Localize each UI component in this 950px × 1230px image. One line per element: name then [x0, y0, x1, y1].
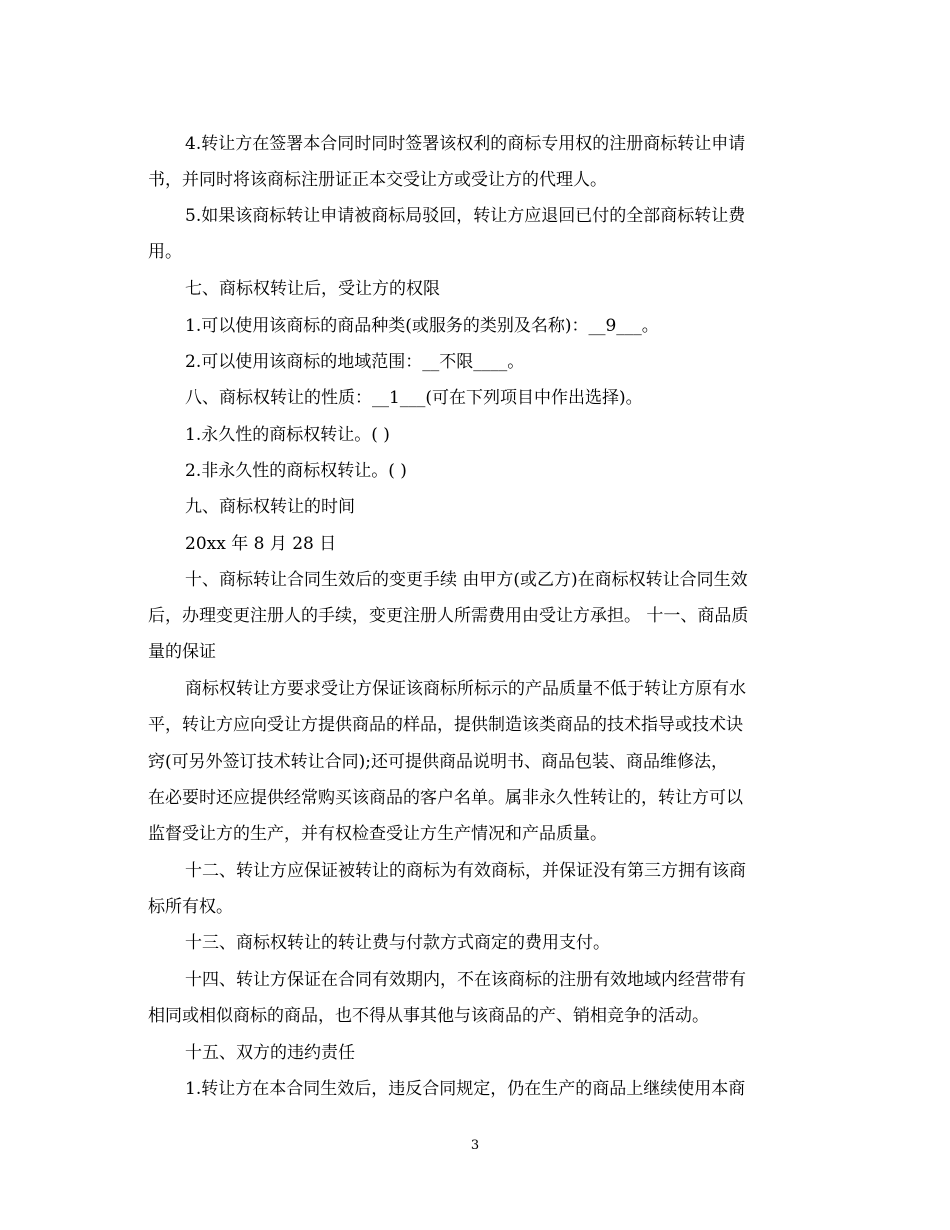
text-line: 1.可以使用该商标的商品种类(或服务的类别及名称)：__9___。 [185, 316, 659, 336]
text-line: 平，转让方应向受让方提供商品的样品，提供制造该类商品的技术指导或技术诀 [148, 715, 743, 735]
text-line: 4.转让方在签署本合同时同时签署该权利的商标专用权的注册商标转让申请 [185, 134, 746, 154]
page-number: 3 [470, 1138, 480, 1153]
section-heading: 八、商标权转让的性质：__1___(可在下列项目中作出选择)。 [185, 388, 643, 408]
text-line: 书，并同时将该商标注册证正本交受让方或受让方的代理人。 [148, 170, 607, 190]
section-heading: 九、商标权转让的时间 [185, 497, 355, 517]
text-line: 后，办理变更注册人的手续，变更注册人所需费用由受让方承担。 十一、商品质 [148, 606, 749, 626]
text-line: 量的保证 [148, 642, 216, 662]
text-line: 1.永久性的商标权转让。( ) [185, 425, 390, 445]
date-line: 20xx 年 8 月 28 日 [185, 534, 337, 554]
section-heading: 十三、商标权转让的转让费与付款方式商定的费用支付。 [185, 933, 610, 953]
section-heading: 十、商标转让合同生效后的变更手续 由甲方(或乙方)在商标权转让合同生效 [185, 570, 748, 590]
text-line: 在必要时还应提供经常购买该商品的客户名单。属非永久性转让的，转让方可以 [148, 788, 743, 808]
section-heading: 十五、双方的违约责任 [185, 1043, 355, 1063]
section-heading: 十二、转让方应保证被转让的商标为有效商标，并保证没有第三方拥有该商 [185, 861, 746, 881]
section-heading: 十四、转让方保证在合同有效期内，不在该商标的注册有效地域内经营带有 [185, 970, 746, 990]
text-line: 用。 [148, 242, 182, 262]
text-line: 1.转让方在本合同生效后，违反合同规定，仍在生产的商品上继续使用本商 [185, 1079, 746, 1099]
text-line: 相同或相似商标的商品，也不得从事其他与该商品的产、销相竞争的活动。 [148, 1006, 709, 1026]
text-line: 2.可以使用该商标的地域范围：__不限____。 [185, 352, 525, 372]
text-line: 监督受让方的生产，并有权检查受让方生产情况和产品质量。 [148, 824, 607, 844]
text-line: 商标权转让方要求受让方保证该商标所标示的产品质量不低于转让方原有水 [185, 679, 746, 699]
text-line: 窍(可另外签订技术转让合同);还可提供商品说明书、商品包装、商品维修法， [148, 752, 728, 772]
text-line: 标所有权。 [148, 897, 233, 917]
text-line: 5.如果该商标转让申请被商标局驳回，转让方应退回已付的全部商标转让费 [185, 206, 746, 226]
text-line: 2.非永久性的商标权转让。( ) [185, 461, 407, 481]
section-heading: 七、商标权转让后，受让方的权限 [185, 279, 440, 299]
